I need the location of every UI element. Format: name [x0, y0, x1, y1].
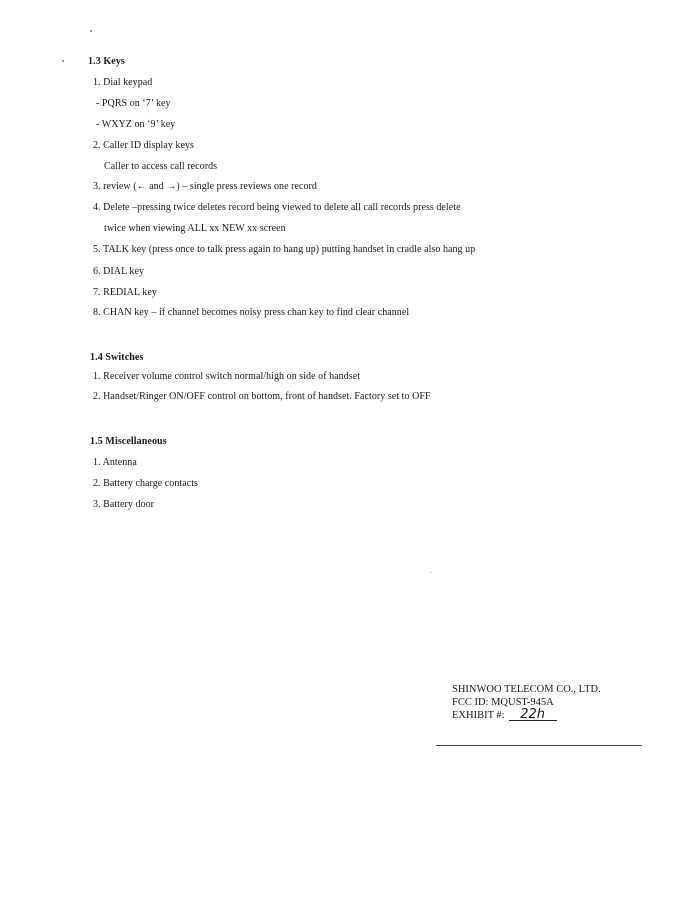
stamp-exhibit-row — [452, 709, 601, 723]
exhibit-stamp — [452, 684, 601, 723]
misc-line-3: 3. Battery door — [93, 499, 155, 510]
stamp-company: SHINWOO TELECOM CO., LTD. — [452, 684, 601, 695]
keys-line-8: twice when viewing ALL xx NEW xx screen — [104, 223, 286, 234]
scan-speck — [90, 30, 92, 32]
stamp-fcc-id: FCC ID: MQUST-945A — [452, 696, 554, 708]
keys-line-1: 1. Dial keypad — [93, 77, 153, 88]
stamp-exhibit-value: 22h — [509, 709, 557, 721]
section-heading-switches: 1.4 Switches — [90, 352, 144, 363]
keys-line-2: - PQRS on ‘7’ key — [96, 98, 171, 109]
keys-line-7: 4. Delete –pressing twice deletes record being viewed to delete all call records press delete — [93, 202, 461, 213]
switches-line-2: 2. Handset/Ringer ON/OFF control on bottom, front of handset. Factory set to OFF — [93, 391, 431, 402]
stamp-exhibit-label: EXHIBIT #: — [452, 710, 505, 721]
scan-speck — [62, 60, 64, 62]
keys-line-10: 6. DIAL key — [93, 266, 144, 277]
switches-line-1: 1. Receiver volume control switch normal/high on side of handset — [93, 371, 361, 382]
keys-line-4: 2. Caller ID display keys — [93, 140, 194, 151]
scan-speck — [430, 572, 431, 573]
keys-line-12: 8. CHAN key – if channel becomes noisy press chan key to find clear channel — [93, 307, 410, 318]
section-heading-keys: 1.3 Keys — [88, 56, 125, 67]
keys-line-9: 5. TALK key (press once to talk press again to hang up) putting handset in cradle also hang up — [93, 244, 476, 255]
keys-line-6: 3. review (← and →) – single press reviews one record — [93, 181, 317, 192]
misc-line-2: 2. Battery charge contacts — [93, 478, 198, 489]
keys-line-11: 7. REDIAL key — [93, 287, 157, 298]
keys-line-3: - WXYZ on ‘9’ key — [96, 119, 176, 130]
section-heading-miscellaneous: 1.5 Miscellaneous — [90, 436, 167, 447]
stamp-divider — [436, 745, 642, 746]
misc-line-1: 1. Antenna — [93, 457, 137, 468]
keys-line-5: Caller to access call records — [104, 161, 218, 172]
